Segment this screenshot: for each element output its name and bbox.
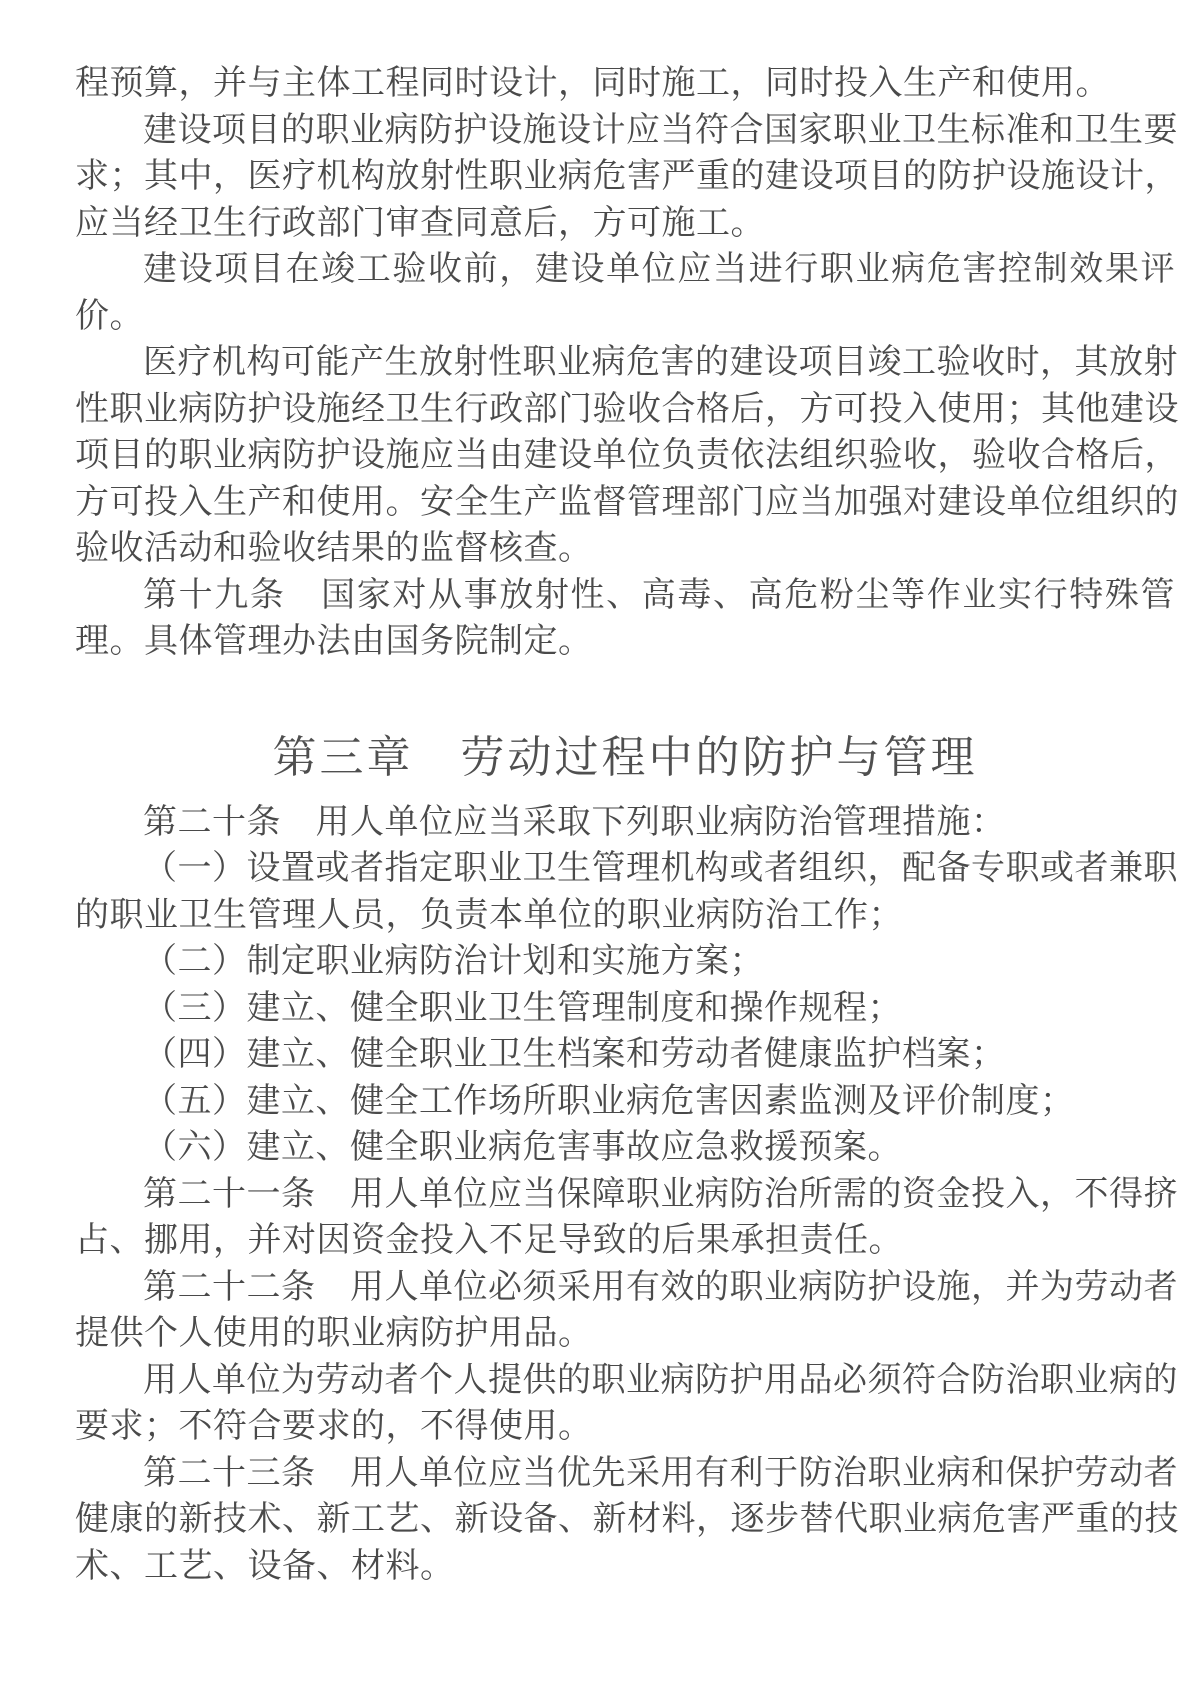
text-line: 项目的职业病防护设施应当由建设单位负责依法组织验收，验收合格后， — [75, 436, 1179, 474]
text-line: 方可投入生产和使用。安全生产监督管理部门应当加强对建设单位组织的 — [75, 482, 1179, 521]
paragraphs-after-heading — [75, 799, 1179, 1590]
text-line: 第二十一条 用人单位应当保障职业病防治所需的资金投入，不得挤 — [143, 1174, 1178, 1213]
text-line: 价。 — [75, 296, 144, 335]
text-line: 程预算，并与主体工程同时设计，同时施工，同时投入生产和使用。 — [75, 64, 1110, 102]
text-line: （五）建立、健全工作场所职业病危害因素监测及评价制度； — [143, 1081, 1075, 1120]
text-line: 性职业病防护设施经卫生行政部门验收合格后，方可投入使用；其他建设 — [75, 389, 1179, 428]
text-line: （四）建立、健全职业卫生档案和劳动者健康监护档案； — [143, 1035, 1006, 1073]
text-line: 建设项目在竣工验收前，建设单位应当进行职业病危害控制效果评 — [143, 250, 1175, 288]
text-line: 第十九条 国家对从事放射性、高毒、高危粉尘等作业实行特殊管 — [143, 575, 1175, 614]
text-line: 求；其中，医疗机构放射性职业病危害严重的建设项目的防护设施设计， — [75, 157, 1179, 195]
text-line: 提供个人使用的职业病防护用品。 — [75, 1314, 593, 1352]
text-line: 建设项目的职业病防护设施设计应当符合国家职业卫生标准和卫生要 — [143, 110, 1178, 149]
text-line: 健康的新技术、新工艺、新设备、新材料，逐步替代职业病危害严重的技 — [75, 1500, 1179, 1538]
text-line: 验收活动和验收结果的监督核查。 — [75, 529, 593, 567]
text-line: （一）设置或者指定职业卫生管理机构或者组织，配备专职或者兼职 — [143, 849, 1178, 887]
text-line: （三）建立、健全职业卫生管理制度和操作规程； — [143, 988, 902, 1027]
text-line: 第二十条 用人单位应当采取下列职业病防治管理措施： — [143, 802, 1006, 841]
text-line: 医疗机构可能产生放射性职业病危害的建设项目竣工验收时，其放射 — [143, 343, 1178, 381]
text-line: 第二十二条 用人单位必须采用有效的职业病防护设施，并为劳动者 — [143, 1267, 1178, 1306]
text-line: 第二十三条 用人单位应当优先采用有利于防治职业病和保护劳动者 — [143, 1453, 1178, 1492]
text-line: （二）制定职业病防治计划和实施方案； — [143, 942, 764, 980]
text-line: 术、工艺、设备、材料。 — [75, 1546, 455, 1585]
text-line: 理。具体管理办法由国务院制定。 — [75, 622, 593, 660]
document-content — [75, 60, 1179, 1589]
paragraphs-before-heading — [75, 60, 1179, 665]
text-line: 要求；不符合要求的，不得使用。 — [75, 1407, 593, 1445]
text-line: 应当经卫生行政部门审查同意后，方可施工。 — [75, 203, 765, 242]
text-line: 用人单位为劳动者个人提供的职业病防护用品必须符合防治职业病的 — [143, 1360, 1178, 1399]
text-line: 的职业卫生管理人员，负责本单位的职业病防治工作； — [75, 895, 903, 934]
text-line: （六）建立、健全职业病危害事故应急救援预案。 — [143, 1128, 902, 1166]
chapter-heading: 第三章 劳动过程中的防护与管理 — [272, 732, 978, 782]
text-line: 占、挪用，并对因资金投入不足导致的后果承担责任。 — [75, 1221, 903, 1259]
